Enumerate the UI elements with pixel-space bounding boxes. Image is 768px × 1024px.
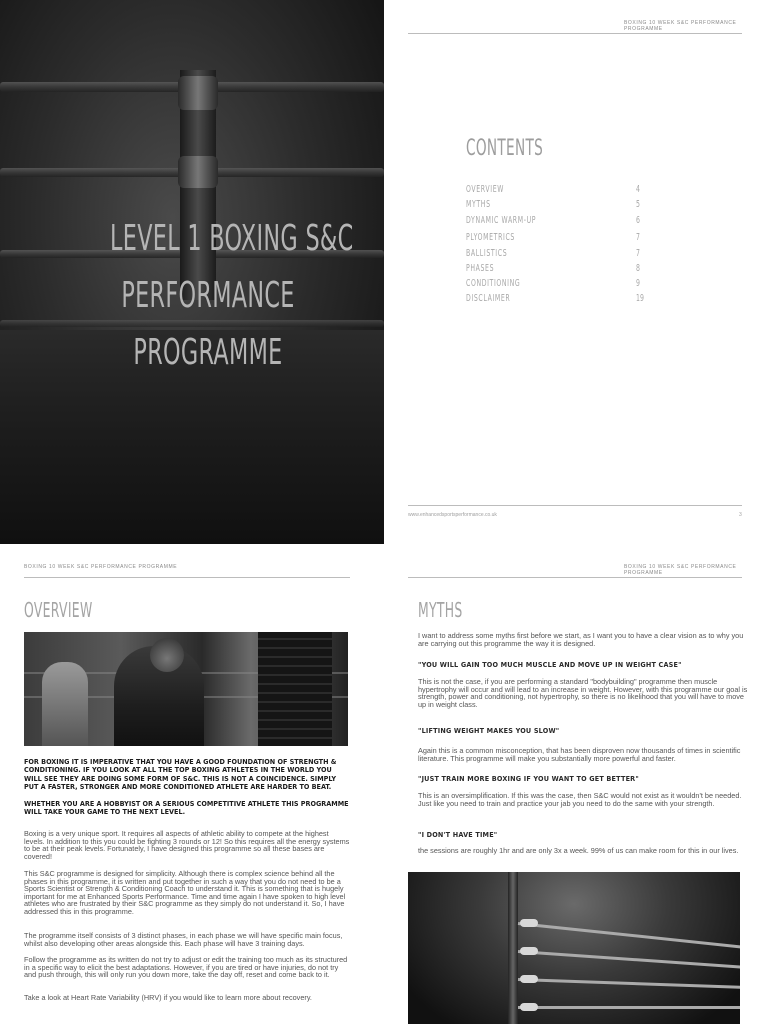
cover-title <box>110 210 354 381</box>
heavy-bag <box>258 632 332 746</box>
overview-lead-paragraph: WHETHER YOU ARE A HOBBYIST OR A SERIOUS COMPETITIVE ATHLETE THIS PROGRAMME WILL TAKE YOUR GAME TO THE NEXT LEVEL. <box>24 799 349 817</box>
overview-page <box>0 544 384 1024</box>
toc-entry[interactable] <box>466 263 646 278</box>
myths-intro: I want to address some myths first before we start, as I want you to have a clear vision as to why you are carrying out this programme the way it is designed. <box>418 631 744 648</box>
toc-page-number: 9 <box>636 278 640 289</box>
toc-label: DYNAMIC WARM-UP <box>466 215 537 226</box>
overview-paragraph: Follow the programme as its written do not try to adjust or edit the training too much as its structured in a specific way to elicit the best adaptations. However, if you are tired or have injuries, do not try and push through, this will only run you down more, take the day off, reset and come back to it. <box>24 955 348 980</box>
overview-paragraph: Take a look at Heart Rate Variability (HRV) if you would like to learn more about recovery. <box>24 993 312 1002</box>
myth-answer: This is an oversimplification. If this was the case, then S&C would not exist as it wouldn't be needed. Just like you need to train and practice your jab you need to do the same with your strength. <box>418 791 742 808</box>
toc-entry[interactable] <box>466 248 646 263</box>
myth-answer: This is not the case, if you are performing a standard "bodybuilding" programme then muscle hypertrophy will occur and will lead to an increase in weight. However, with this programme our goal is strength, power and conditioning, not hypertrophy, so there is no likelihood that you will have to move up in weight class. <box>418 677 748 709</box>
toc-entry[interactable] <box>466 184 646 199</box>
footer-url[interactable]: www.enhancedsportsperformance.co.uk <box>408 512 497 518</box>
cover-title-line: LEVEL 1 BOXING S&C <box>110 218 354 259</box>
turnbuckle-pad <box>520 975 538 983</box>
myths-page <box>384 544 768 1024</box>
myth-answer: Again this is a common misconception, that has been disproven now thousands of times in scientific literature. This programme will make you substantially more powerful and faster. <box>418 746 741 763</box>
toc-label: BALLISTICS <box>466 248 508 259</box>
footer-rule <box>408 505 742 506</box>
toc-label: PHASES <box>466 263 495 274</box>
footer-page-number: 3 <box>739 512 742 518</box>
coach-figure <box>42 662 88 746</box>
turnbuckle-pad <box>520 1003 538 1011</box>
turnbuckle-pad <box>520 947 538 955</box>
running-header: BOXING 10 WEEK S&C PERFORMANCE PROGRAMME <box>624 564 737 576</box>
contents-page <box>384 0 768 544</box>
overview-lead-paragraph: FOR BOXING IT IS IMPERATIVE THAT YOU HAVE A GOOD FOUNDATION OF STRENGTH & CONDITIONING. IF YOU LOOK AT ALL THE TOP BOXING ATHLETES IN THE WORLD YOU WILL SEE THEY ARE DOING SOME FORM OF S&C. THIS IS NOT A COINCIDENCE. SIMPLY PUT A FASTER, STRONGER AND MORE CONDITIONED ATHLETE ARE HARDER TO BEAT. <box>24 757 337 792</box>
myth-heading: "JUST TRAIN MORE BOXING IF YOU WANT TO GET BETTER" <box>418 774 639 783</box>
cover-title-line: PERFORMANCE <box>121 275 295 316</box>
cover-title-line: PROGRAMME <box>133 332 283 373</box>
toc-page-number: 8 <box>636 263 640 274</box>
myth-heading: "LIFTING WEIGHT MAKES YOU SLOW" <box>418 726 560 735</box>
ring-rope <box>518 922 740 949</box>
toc-entry[interactable] <box>466 232 646 247</box>
toc-label: PLYOMETRICS <box>466 232 515 243</box>
toc-entry[interactable] <box>466 215 646 230</box>
header-rule <box>408 33 742 34</box>
boxer-head <box>150 638 184 672</box>
contents-title: CONTENTS <box>466 136 544 161</box>
ring-rope <box>518 978 740 989</box>
toc-entry[interactable] <box>466 293 646 308</box>
turnbuckle-pad <box>178 156 218 188</box>
boxing-ring-photo <box>408 872 740 1024</box>
section-title: OVERVIEW <box>24 598 93 622</box>
section-title: MYTHS <box>418 598 463 622</box>
myth-answer: the sessions are roughly 1hr and are only 3x a week. 99% of us can make room for this in our lives. <box>418 846 739 855</box>
toc-label: MYTHS <box>466 199 491 210</box>
toc-label: CONDITIONING <box>466 278 521 289</box>
myth-heading: "I DON'T HAVE TIME" <box>418 830 498 839</box>
toc-page-number: 6 <box>636 215 640 226</box>
ring-post <box>508 872 518 1024</box>
cover-page <box>0 0 384 544</box>
toc-page-number: 19 <box>636 293 644 304</box>
toc-entry[interactable] <box>466 199 646 214</box>
overview-paragraph: This S&C programme is designed for simplicity. Although there is complex science behind all the phases in this programme, it is written and put together in such a way that you do not need to be a Sports Scientist or Strength & Conditioning Coach to understand it. This is something that is hugely important for me at Enhanced Sports Performance. Time and time again I have spoken to high level athletes who are frustrated by their S&C programme as they simply do not understand it. So, I have addressed this in this programme. <box>24 869 346 916</box>
running-header: BOXING 10 WEEK S&C PERFORMANCE PROGRAMME <box>24 564 178 570</box>
header-rule <box>408 577 742 578</box>
header-rule <box>24 577 350 578</box>
turnbuckle-pad <box>178 76 218 110</box>
toc-page-number: 5 <box>636 199 640 210</box>
overview-paragraph: The programme itself consists of 3 distinct phases, in each phase we will have specific main focus, whilst also developing other areas alongside this. Each phase will have 3 training days. <box>24 931 343 948</box>
ring-rope <box>518 1006 740 1009</box>
ring-rope <box>518 950 740 969</box>
toc-page-number: 7 <box>636 232 640 243</box>
toc-page-number: 4 <box>636 184 640 195</box>
toc-label: OVERVIEW <box>466 184 504 195</box>
toc-label: DISCLAIMER <box>466 293 511 304</box>
overview-paragraph: Boxing is a very unique sport. It requires all aspects of athletic ability to compete at the highest levels. In addition to this you could be fighting 3 rounds or 12! So this requires all the energy systems to be at their peak levels. Fortunately, I have designed this programme so all these bases are covered! <box>24 829 350 861</box>
boxing-training-photo <box>24 632 348 746</box>
toc-entry[interactable] <box>466 278 646 293</box>
running-header: BOXING 10 WEEK S&C PERFORMANCE PROGRAMME <box>624 20 737 32</box>
toc-page-number: 7 <box>636 248 640 259</box>
turnbuckle-pad <box>520 919 538 927</box>
myth-heading: "YOU WILL GAIN TOO MUCH MUSCLE AND MOVE UP IN WEIGHT CASE" <box>418 660 682 669</box>
